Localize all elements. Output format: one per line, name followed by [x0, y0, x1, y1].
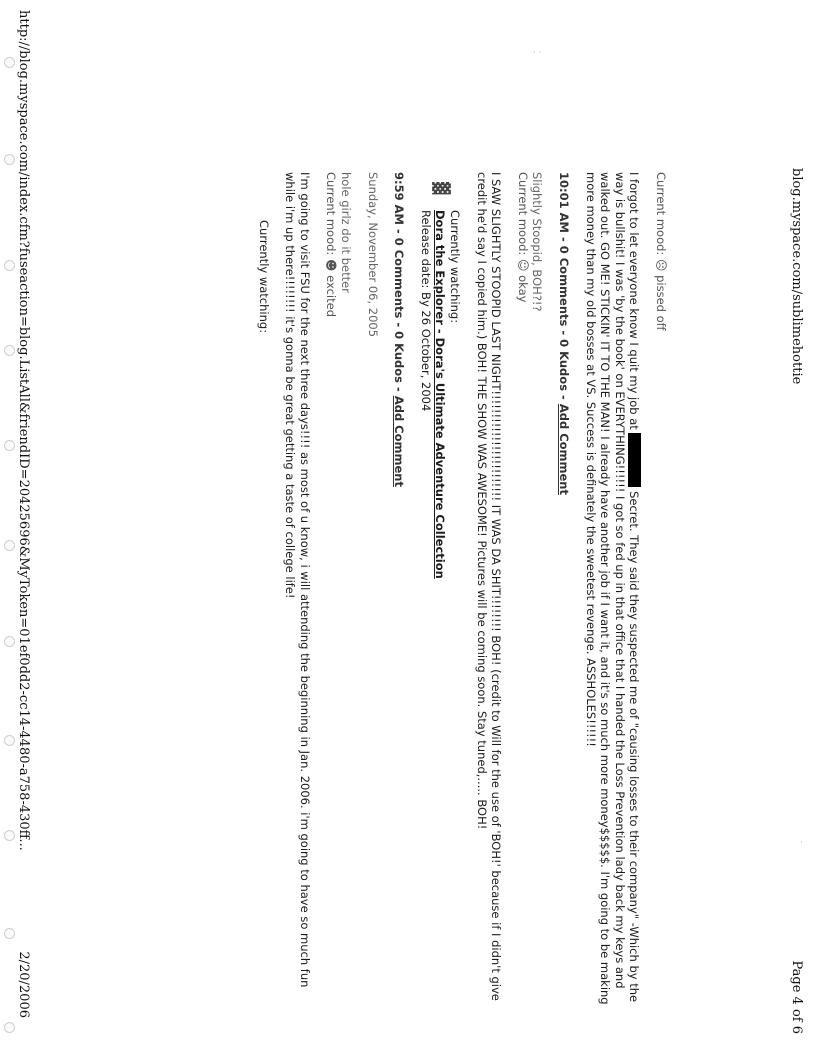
- media-release-date: Release date: By 26 October, 2004: [418, 210, 433, 412]
- entry-body: I'm going to visit FSU for the next three days!!!! as most of u know, i will attending the beginning in Jan. 2006. i'm going to have so much fun while i'm up there!!!!!!!! it's gonna be great getting a taste of college life!: [283, 172, 312, 988]
- entry-meta: [392, 172, 407, 1012]
- date-header: Sunday, November 06, 2005: [365, 172, 380, 338]
- mood-value: excited: [324, 275, 339, 318]
- currently-watching: [418, 182, 462, 1012]
- mood-label: Current mood:: [515, 172, 530, 256]
- entry-body: [583, 172, 641, 1012]
- watching-label: Currently watching:: [256, 220, 271, 334]
- mood-line: [653, 172, 668, 1012]
- footer-url: http://blog.myspace.com/index.cfm?fuseaction=blog.ListAll&friendID=20425696&MyToken=01ef0dd2-cc14-4480-a758-430ff...: [16, 10, 31, 851]
- footer-date: 2/20/2006: [16, 951, 31, 1018]
- media-info: [418, 210, 462, 579]
- blog-content: [256, 172, 668, 1012]
- scan-speck: ·: [800, 838, 803, 848]
- header-url: blog.myspace.com/sublimehottie: [789, 168, 804, 385]
- entry-meta-text: 9:59 AM - 0 Comments - 0 Kudos -: [392, 172, 407, 396]
- entry-body-text: Secret. They said they suspected me of "causing losses to their company" -Which by the way is bullshit! I was 'by the book' on EVERYTHING!!!!!! I got so fed up in that office that I handed the Loss Prevention lady back my keys and walked out. GO ME! STICKIN' IT TO THE MAN! I already have another job if I want it, and it's so much more money$$$$$. I'm going to be making more money than my old bosses at VS. Success is definately the sweetest revenge. ASSHOLES!!!!!!: [583, 172, 642, 1005]
- mood-line: [515, 172, 530, 1012]
- entry-meta: [556, 172, 571, 1012]
- mood-label: Current mood:: [324, 172, 339, 256]
- mood-label: Current mood:: [654, 172, 668, 256]
- neutral-face-icon: ☺: [515, 258, 530, 272]
- add-comment-link[interactable]: Add Comment: [557, 403, 572, 495]
- excited-face-icon: ☻: [324, 258, 339, 272]
- mood-value: pissed off: [654, 275, 668, 331]
- watching-label: Currently watching:: [448, 210, 463, 324]
- entry-meta-text: 10:01 AM - 0 Comments - 0 Kudos -: [557, 172, 572, 404]
- mood-line: [324, 172, 339, 1012]
- page-number: Page 4 of 6: [789, 960, 804, 1034]
- angry-face-icon: ☹: [654, 258, 668, 272]
- scan-speck: · ·: [533, 48, 542, 58]
- dvd-cover-icon: ▓: [432, 182, 452, 195]
- entry-body: I SAW SLIGHTLY STOOPID LAST NIGHT!!!!!!!!!!!!!!!!!!!!!!!! IT WAS DA SHIT!!!!!!!! BOH! (credit to Will for the use of 'BOH!' because if I didn't give credit he'd say I copied him.) BOH! THE SHOW WAS AWESOME! Pictures will be coming soon. Stay tuned,..... BOH!: [474, 172, 504, 1001]
- entry-title: hole girlz do it better: [339, 172, 354, 293]
- redaction-box: [628, 433, 641, 487]
- entry-body-text: I forgot to let everyone know I quit my job at: [627, 172, 642, 430]
- mood-value: okay: [515, 275, 530, 303]
- media-title-link[interactable]: Dora the Explorer - Dora's Ultimate Adventure Collection: [433, 210, 448, 579]
- entry-title: Slightly Stoopid, BOH?!?: [530, 172, 545, 312]
- add-comment-link[interactable]: Add Comment: [392, 395, 407, 487]
